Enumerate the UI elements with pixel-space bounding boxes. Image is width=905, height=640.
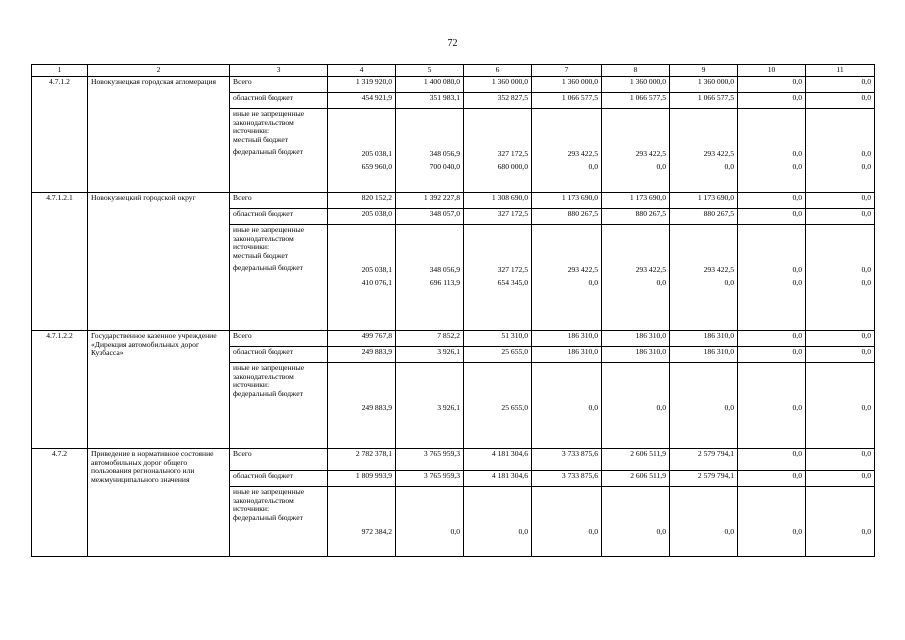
value-cell bbox=[738, 487, 806, 557]
value-cell: 1 173 690,0 bbox=[670, 193, 738, 209]
spacer bbox=[467, 488, 528, 528]
value-cell: 1 066 577,5 bbox=[532, 93, 602, 109]
value-cell bbox=[806, 487, 875, 557]
value-cell: 880 267,5 bbox=[602, 209, 670, 225]
section-name: Приведение в нормативное состояние автомобильных дорог общего пользования регионального или межмуниципального значения bbox=[88, 449, 230, 557]
value-cell: 0,0 bbox=[806, 471, 875, 487]
spacer bbox=[399, 488, 460, 528]
value-cell bbox=[670, 109, 738, 193]
sub-value: 205 038,1 bbox=[361, 149, 392, 158]
value-cell bbox=[464, 225, 532, 331]
value-cell: 186 310,0 bbox=[532, 347, 602, 363]
sub-value: 0,0 bbox=[588, 277, 598, 287]
value-cell: 0,0 bbox=[806, 449, 875, 471]
value-cell bbox=[602, 487, 670, 557]
value-cell: 0,0 bbox=[738, 77, 806, 93]
other-sources-label: иные не запрещенные законодательством источники: bbox=[233, 109, 305, 136]
sub-value: 293 422,5 bbox=[567, 149, 598, 158]
sub-value: 0,0 bbox=[656, 161, 666, 171]
sub-value: 348 056,9 bbox=[429, 265, 460, 274]
sub-source-label: федеральный бюджет bbox=[233, 147, 303, 157]
sub-value: 0,0 bbox=[792, 149, 802, 158]
source-label bbox=[230, 487, 328, 557]
spacer bbox=[673, 488, 734, 528]
sub-source-label: федеральный бюджет bbox=[233, 263, 303, 273]
sub-value: 0,0 bbox=[724, 403, 734, 412]
table-body bbox=[32, 65, 875, 557]
value-cell: 0,0 bbox=[806, 77, 875, 93]
spacer bbox=[399, 226, 460, 266]
sub-value: 3 926,1 bbox=[437, 403, 460, 412]
value-cell: 880 267,5 bbox=[532, 209, 602, 225]
spacer bbox=[605, 488, 666, 528]
spacer bbox=[467, 226, 528, 266]
spacer bbox=[809, 364, 871, 404]
table-row bbox=[32, 449, 875, 471]
spacer bbox=[741, 226, 802, 266]
value-cell: 1 809 993,9 bbox=[328, 471, 396, 487]
section-name: Новокузнецкая городская агломерация bbox=[88, 77, 230, 193]
value-cell: 249 883,9 bbox=[328, 347, 396, 363]
section-code: 4.7.1.2 bbox=[32, 77, 88, 193]
sub-value: 0,0 bbox=[792, 277, 802, 287]
value-cell bbox=[738, 109, 806, 193]
sub-value: 0,0 bbox=[588, 403, 598, 412]
sub-value: 0,0 bbox=[450, 527, 460, 536]
value-cell bbox=[532, 363, 602, 449]
sub-value: 0,0 bbox=[792, 265, 802, 274]
value-cell: 1 360 000,0 bbox=[670, 77, 738, 93]
spacer bbox=[331, 488, 392, 528]
value-cell bbox=[396, 363, 464, 449]
value-cell: 1 066 577,5 bbox=[602, 93, 670, 109]
value-cell: 352 827,5 bbox=[464, 93, 532, 109]
section-code: 4.7.2 bbox=[32, 449, 88, 557]
value-cell bbox=[532, 225, 602, 331]
header-cell: 7 bbox=[532, 65, 602, 77]
value-cell bbox=[738, 225, 806, 331]
spacer bbox=[535, 488, 598, 528]
value-cell: 2 606 511,9 bbox=[602, 471, 670, 487]
value-cell: 1 308 690,0 bbox=[464, 193, 532, 209]
sub-source-label: федеральный бюджет bbox=[233, 388, 303, 398]
value-cell: 4 181 304,6 bbox=[464, 449, 532, 471]
value-cell: 327 172,5 bbox=[464, 209, 532, 225]
value-cell: 0,0 bbox=[806, 209, 875, 225]
sub-value: 0,0 bbox=[518, 527, 528, 536]
sub-value: 972 384,2 bbox=[361, 527, 392, 536]
sub-value: 700 040,0 bbox=[429, 161, 460, 171]
spacer bbox=[331, 364, 392, 404]
value-cell: 25 655,0 bbox=[464, 347, 532, 363]
sub-value: 0,0 bbox=[792, 527, 802, 536]
spacer bbox=[741, 110, 802, 150]
sub-value: 0,0 bbox=[724, 277, 734, 287]
sub-value: 0,0 bbox=[588, 527, 598, 536]
value-cell: 348 057,0 bbox=[396, 209, 464, 225]
spacer bbox=[399, 110, 460, 150]
header-cell: 8 bbox=[602, 65, 670, 77]
section-code: 4.7.1.2.1 bbox=[32, 193, 88, 331]
spacer bbox=[331, 226, 392, 266]
section-code: 4.7.1.2.2 bbox=[32, 331, 88, 449]
spacer bbox=[809, 488, 871, 528]
spacer bbox=[673, 110, 734, 150]
value-cell: 186 310,0 bbox=[602, 347, 670, 363]
sub-value: 654 345,0 bbox=[497, 277, 528, 287]
value-cell bbox=[806, 363, 875, 449]
value-cell: 0,0 bbox=[738, 193, 806, 209]
value-cell: 454 921,9 bbox=[328, 93, 396, 109]
value-cell bbox=[532, 109, 602, 193]
value-cell: 0,0 bbox=[806, 93, 875, 109]
value-cell: 7 852,2 bbox=[396, 331, 464, 347]
sub-value: 0,0 bbox=[656, 277, 666, 287]
other-sources-label: иные не запрещенные законодательством источники: bbox=[233, 363, 305, 390]
value-cell: 3 733 875,6 bbox=[532, 471, 602, 487]
sub-value: 0,0 bbox=[792, 161, 802, 171]
spacer bbox=[605, 110, 666, 150]
sub-value: 205 038,1 bbox=[361, 265, 392, 274]
spacer bbox=[809, 226, 871, 266]
value-cell: 0,0 bbox=[806, 347, 875, 363]
value-cell: 880 267,5 bbox=[670, 209, 738, 225]
header-cell: 1 bbox=[32, 65, 88, 77]
source-label bbox=[230, 363, 328, 449]
value-cell bbox=[464, 109, 532, 193]
value-cell: 205 038,0 bbox=[328, 209, 396, 225]
source-label: Всего bbox=[230, 331, 328, 347]
value-cell bbox=[328, 363, 396, 449]
source-label bbox=[230, 109, 328, 193]
source-label: областной бюджет bbox=[230, 347, 328, 363]
source-label: областной бюджет bbox=[230, 93, 328, 109]
sub-value: 0,0 bbox=[861, 277, 871, 287]
value-cell: 2 579 794,1 bbox=[670, 471, 738, 487]
spacer bbox=[467, 110, 528, 150]
value-cell: 3 926,1 bbox=[396, 347, 464, 363]
other-sources-label: иные не запрещенные законодательством источники: bbox=[233, 487, 305, 514]
source-label bbox=[230, 225, 328, 331]
spacer bbox=[535, 364, 598, 404]
sub-value: 249 883,9 bbox=[361, 403, 392, 412]
value-cell bbox=[670, 225, 738, 331]
table-row bbox=[32, 331, 875, 347]
value-cell: 0,0 bbox=[738, 449, 806, 471]
value-cell: 4 181 304,6 bbox=[464, 471, 532, 487]
value-cell bbox=[328, 487, 396, 557]
sub-value: 0,0 bbox=[792, 403, 802, 412]
sub-value: 0,0 bbox=[724, 161, 734, 171]
source-label: областной бюджет bbox=[230, 209, 328, 225]
value-cell bbox=[602, 109, 670, 193]
value-cell: 351 983,1 bbox=[396, 93, 464, 109]
sub-value: 0,0 bbox=[656, 403, 666, 412]
value-cell bbox=[602, 363, 670, 449]
spacer bbox=[741, 364, 802, 404]
value-cell bbox=[806, 109, 875, 193]
spacer bbox=[399, 364, 460, 404]
value-cell bbox=[806, 225, 875, 331]
sub-value: 0,0 bbox=[724, 527, 734, 536]
sub-value: 293 422,5 bbox=[635, 149, 666, 158]
header-cell: 10 bbox=[738, 65, 806, 77]
value-cell: 51 310,0 bbox=[464, 331, 532, 347]
value-cell: 0,0 bbox=[806, 193, 875, 209]
header-cell: 9 bbox=[670, 65, 738, 77]
value-cell: 2 579 794,1 bbox=[670, 449, 738, 471]
sub-value: 327 172,5 bbox=[497, 265, 528, 274]
value-cell: 3 733 875,6 bbox=[532, 449, 602, 471]
spacer bbox=[741, 488, 802, 528]
sub-value: 680 000,0 bbox=[497, 161, 528, 171]
sub-value: 659 960,0 bbox=[361, 161, 392, 171]
header-cell: 11 bbox=[806, 65, 875, 77]
table-row bbox=[32, 193, 875, 209]
value-cell: 2 606 511,9 bbox=[602, 449, 670, 471]
sub-value: 327 172,5 bbox=[497, 149, 528, 158]
value-cell bbox=[396, 487, 464, 557]
sub-value: 293 422,5 bbox=[703, 265, 734, 274]
value-cell: 1 360 000,0 bbox=[464, 77, 532, 93]
value-cell bbox=[738, 363, 806, 449]
sub-value: 0,0 bbox=[861, 527, 871, 536]
value-cell: 1 360 000,0 bbox=[602, 77, 670, 93]
spacer bbox=[673, 364, 734, 404]
value-cell: 186 310,0 bbox=[602, 331, 670, 347]
value-cell: 820 152,2 bbox=[328, 193, 396, 209]
value-cell: 499 767,8 bbox=[328, 331, 396, 347]
table-row bbox=[32, 77, 875, 93]
sub-source-label: местный бюджет bbox=[233, 134, 289, 144]
value-cell bbox=[464, 363, 532, 449]
source-label: областной бюджет bbox=[230, 471, 328, 487]
value-cell: 0,0 bbox=[738, 331, 806, 347]
value-cell: 1 066 577,5 bbox=[670, 93, 738, 109]
value-cell bbox=[464, 487, 532, 557]
sub-value: 0,0 bbox=[861, 161, 871, 171]
value-cell: 0,0 bbox=[806, 331, 875, 347]
sub-value: 0,0 bbox=[588, 161, 598, 171]
spacer bbox=[535, 226, 598, 266]
value-cell: 2 782 378,1 bbox=[328, 449, 396, 471]
header-cell: 5 bbox=[396, 65, 464, 77]
value-cell bbox=[670, 363, 738, 449]
value-cell: 186 310,0 bbox=[670, 347, 738, 363]
value-cell: 0,0 bbox=[738, 93, 806, 109]
value-cell: 1 173 690,0 bbox=[602, 193, 670, 209]
value-cell bbox=[396, 225, 464, 331]
sub-value: 293 422,5 bbox=[635, 265, 666, 274]
value-cell bbox=[670, 487, 738, 557]
value-cell: 0,0 bbox=[738, 471, 806, 487]
sub-value: 0,0 bbox=[656, 527, 666, 536]
value-cell bbox=[602, 225, 670, 331]
value-cell: 1 400 080,0 bbox=[396, 77, 464, 93]
value-cell: 1 392 227,8 bbox=[396, 193, 464, 209]
sub-value: 0,0 bbox=[861, 149, 871, 158]
section-name: Новокузнецкий городской округ bbox=[88, 193, 230, 331]
spacer bbox=[605, 364, 666, 404]
sub-value: 348 056,9 bbox=[429, 149, 460, 158]
value-cell bbox=[328, 225, 396, 331]
spacer bbox=[605, 226, 666, 266]
spacer bbox=[467, 364, 528, 404]
header-cell: 6 bbox=[464, 65, 532, 77]
value-cell: 186 310,0 bbox=[670, 331, 738, 347]
value-cell: 3 765 959,3 bbox=[396, 449, 464, 471]
source-label: Всего bbox=[230, 449, 328, 471]
value-cell: 1 173 690,0 bbox=[532, 193, 602, 209]
sub-value: 25 655,0 bbox=[501, 403, 528, 412]
sub-source-label: местный бюджет bbox=[233, 250, 289, 260]
value-cell bbox=[532, 487, 602, 557]
value-cell: 0,0 bbox=[738, 347, 806, 363]
page-number: 72 bbox=[447, 38, 458, 49]
sub-value: 293 422,5 bbox=[703, 149, 734, 158]
sub-value: 696 113,9 bbox=[429, 277, 460, 287]
value-cell: 186 310,0 bbox=[532, 331, 602, 347]
header-cell: 4 bbox=[328, 65, 396, 77]
spacer bbox=[673, 226, 734, 266]
sub-value: 410 076,1 bbox=[361, 277, 392, 287]
section-name: Государственное казенное учреждение «Дирекция автомобильных дорог Кузбасса» bbox=[88, 331, 230, 449]
sub-value: 293 422,5 bbox=[567, 265, 598, 274]
source-label: Всего bbox=[230, 77, 328, 93]
value-cell bbox=[396, 109, 464, 193]
header-row bbox=[32, 65, 875, 77]
value-cell: 3 765 959,3 bbox=[396, 471, 464, 487]
sub-value: 0,0 bbox=[861, 265, 871, 274]
header-cell: 2 bbox=[88, 65, 230, 77]
spacer bbox=[331, 110, 392, 150]
value-cell: 0,0 bbox=[738, 209, 806, 225]
sub-value: 0,0 bbox=[861, 403, 871, 412]
value-cell: 1 360 000,0 bbox=[532, 77, 602, 93]
other-sources-label: иные не запрещенные законодательством источники: bbox=[233, 225, 305, 252]
sub-source-label: федеральный бюджет bbox=[233, 512, 303, 522]
budget-table bbox=[31, 64, 875, 557]
spacer bbox=[809, 110, 871, 150]
spacer bbox=[535, 110, 598, 150]
header-cell: 3 bbox=[230, 65, 328, 77]
value-cell bbox=[328, 109, 396, 193]
value-cell: 1 319 920,0 bbox=[328, 77, 396, 93]
source-label: Всего bbox=[230, 193, 328, 209]
